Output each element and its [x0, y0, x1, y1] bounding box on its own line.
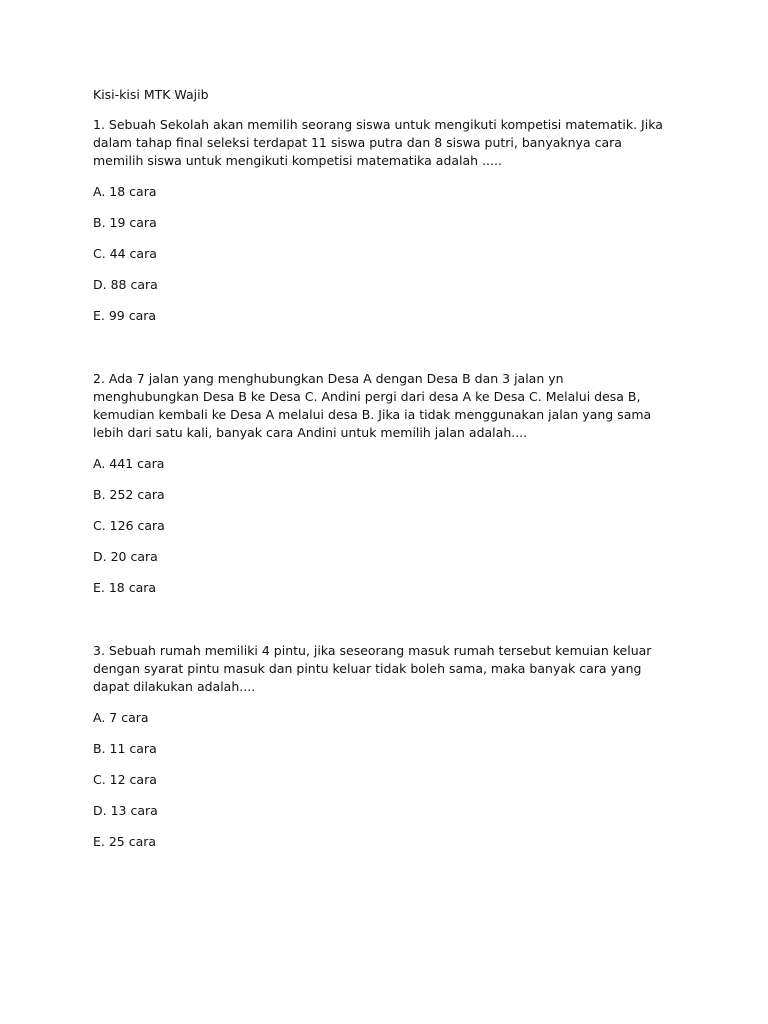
question-3: [93, 642, 673, 851]
document-title: Kisi-kisi MTK Wajib: [93, 87, 209, 102]
question-text: 3. Sebuah rumah memiliki 4 pintu, jika seseorang masuk rumah tersebut kemuian keluar dengan syarat pintu masuk dan pintu keluar tidak boleh sama, maka banyak cara yang dapat dilakukan adalah....: [93, 643, 652, 694]
option-d: D. 20 cara: [93, 549, 158, 564]
option-a: A. 18 cara: [93, 184, 157, 199]
option-b: B. 252 cara: [93, 487, 165, 502]
option-c: C. 44 cara: [93, 246, 157, 261]
option-c: C. 12 cara: [93, 772, 157, 787]
option-list: [93, 183, 673, 325]
option-a: A. 441 cara: [93, 456, 165, 471]
option-d: D. 88 cara: [93, 277, 158, 292]
option-list: [93, 455, 673, 597]
option-e: E. 99 cara: [93, 308, 157, 323]
option-e: E. 25 cara: [93, 834, 157, 849]
option-d: D. 13 cara: [93, 803, 158, 818]
option-list: [93, 709, 673, 851]
question-gap: [93, 338, 673, 370]
option-c: C. 126 cara: [93, 518, 165, 533]
option-a: A. 7 cara: [93, 710, 149, 725]
option-b: B. 11 cara: [93, 741, 157, 756]
option-e: E. 18 cara: [93, 580, 157, 595]
question-text: 1. Sebuah Sekolah akan memilih seorang siswa untuk mengikuti kompetisi matematik. Jika dalam tahap final seleksi terdapat 11 siswa putra dan 8 siswa putri, banyaknya cara memilih siswa untuk mengikuti kompetisi matematika adalah .....: [93, 117, 663, 168]
option-b: B. 19 cara: [93, 215, 157, 230]
question-2: [93, 370, 673, 597]
question-1: [93, 116, 673, 325]
question-gap: [93, 610, 673, 642]
question-text: 2. Ada 7 jalan yang menghubungkan Desa A dengan Desa B dan 3 jalan yn menghubungkan Desa B ke Desa C. Andini pergi dari desa A ke Desa C. Melalui desa B, kemudian kembali ke Desa A melalui desa B. Jika ia tidak menggunakan jalan yang sama lebih dari satu kali, banyak cara Andini untuk memilih jalan adalah....: [93, 371, 652, 440]
document-page: [93, 86, 673, 864]
